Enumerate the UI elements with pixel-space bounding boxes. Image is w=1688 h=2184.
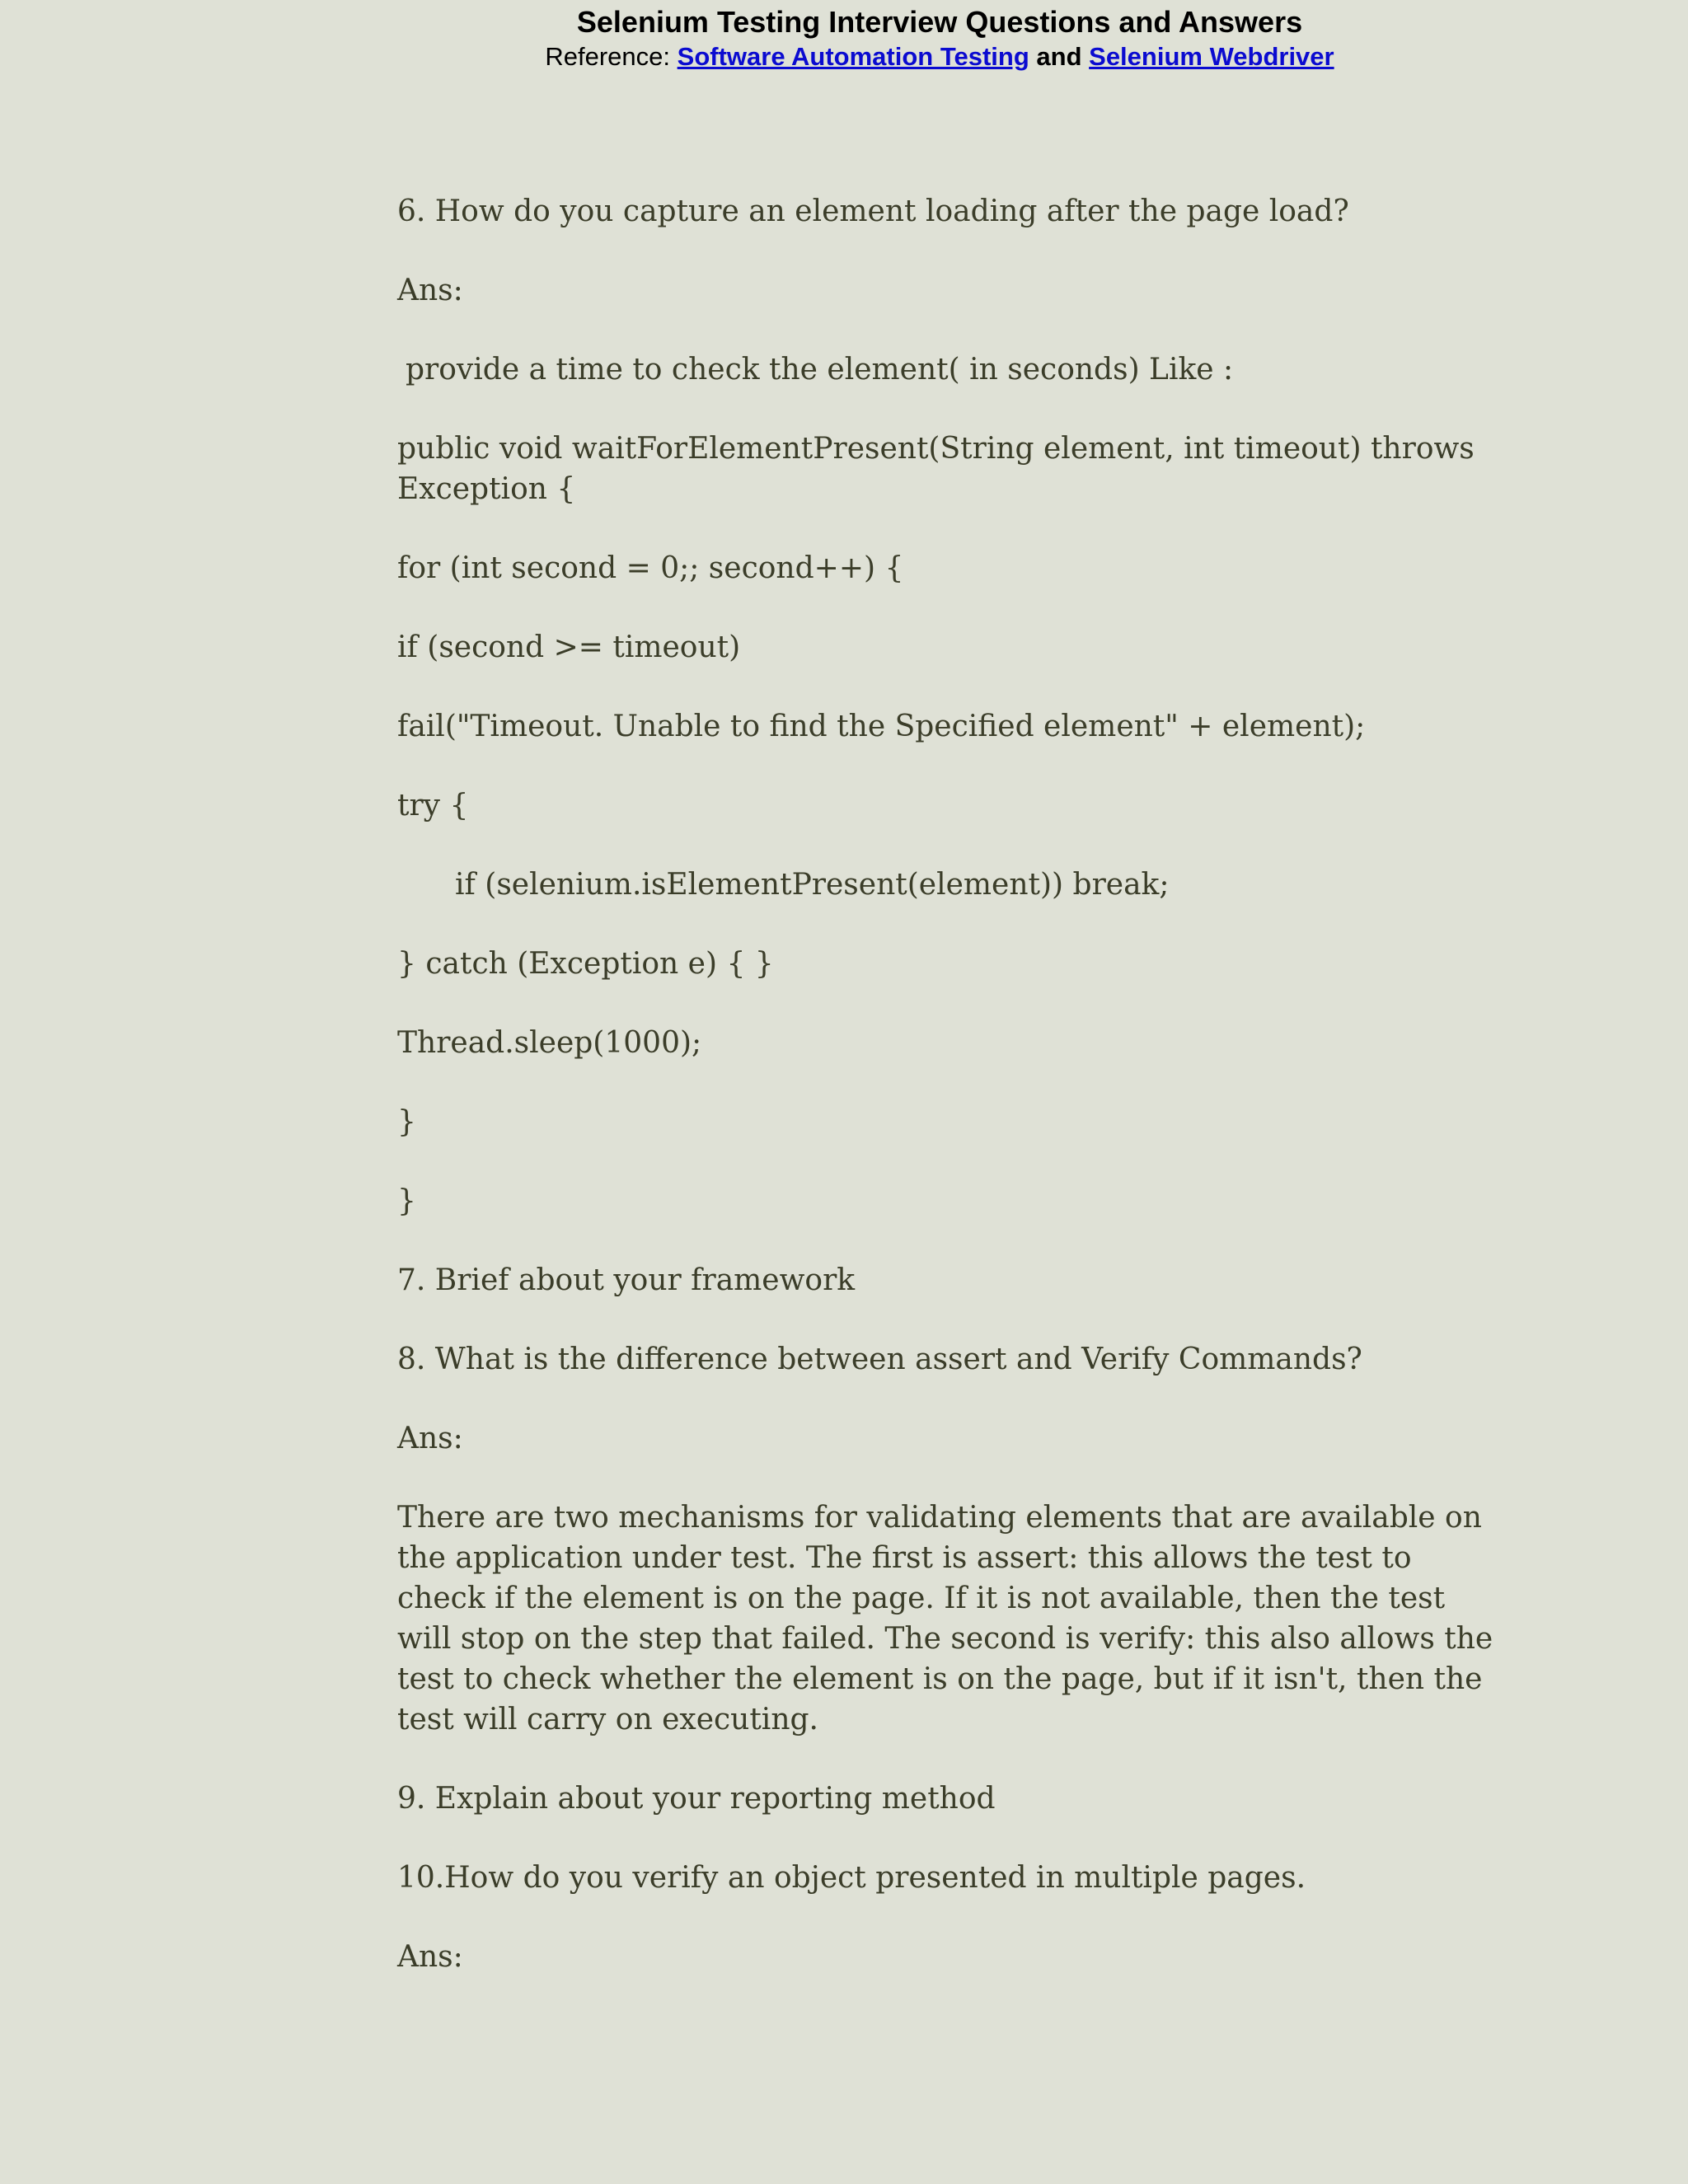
reference-and: and xyxy=(1036,42,1082,71)
code-line: Thread.sleep(1000); xyxy=(397,1026,702,1060)
code-line: } xyxy=(397,1184,416,1218)
answer-8-label: Ans: xyxy=(397,1422,463,1455)
selenium-webdriver-link[interactable]: Selenium Webdriver xyxy=(1089,42,1334,71)
answer-10-label: Ans: xyxy=(397,1940,463,1974)
code-line: } catch (Exception e) { } xyxy=(397,947,774,981)
reference-label: Reference: xyxy=(545,42,671,71)
code-line: } xyxy=(397,1105,416,1139)
code-line: try { xyxy=(397,789,469,823)
software-automation-testing-link[interactable]: Software Automation Testing xyxy=(677,42,1029,71)
document-body xyxy=(397,191,1502,2016)
question-8: 8. What is the difference between assert and Verify Commands? xyxy=(397,1343,1362,1376)
answer-6-label: Ans: xyxy=(397,274,463,307)
code-line: for (int second = 0;; second++) { xyxy=(397,551,904,585)
question-10: 10.How do you verify an object presented in multiple pages. xyxy=(397,1861,1306,1895)
answer-8-text: There are two mechanisms for validating elements that are available on the application under test. The first is assert: this allows the test to check if the element is on the page. If it is not available, then the test will stop on the step that failed. The second is verify: this also allows the test to check whether the element is on the page, but if it isn't, then the test will carry on executing. xyxy=(397,1501,1493,1736)
reference-line xyxy=(0,40,1688,74)
question-9: 9. Explain about your reporting method xyxy=(397,1782,996,1816)
page-title: Selenium Testing Interview Questions and Answers xyxy=(576,5,1303,39)
answer-6-intro: provide a time to check the element( in seconds) Like : xyxy=(406,353,1234,387)
code-line: public void waitForElementPresent(String element, int timeout) throws Exception { xyxy=(397,432,1475,506)
code-line: if (selenium.isElementPresent(element)) break; xyxy=(455,868,1170,902)
question-6: 6. How do you capture an element loading after the page load? xyxy=(397,194,1349,228)
code-line: fail("Timeout. Unable to find the Specified element" + element); xyxy=(397,710,1366,743)
question-7: 7. Brief about your framework xyxy=(397,1263,856,1297)
code-line: if (second >= timeout) xyxy=(397,630,741,664)
